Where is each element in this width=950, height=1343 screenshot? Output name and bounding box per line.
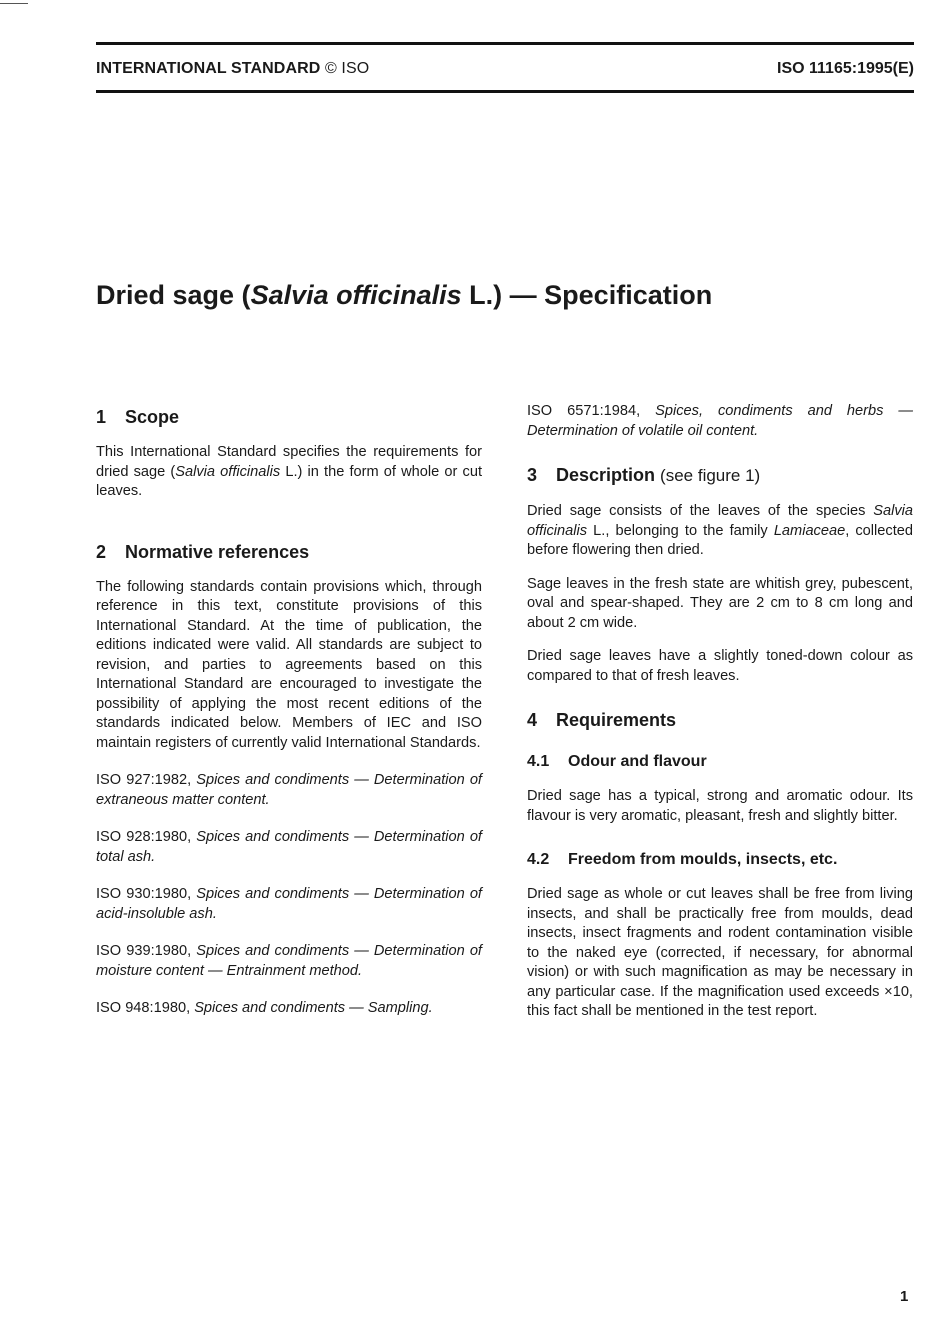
subsection-freedom-heading	[527, 849, 913, 871]
title-prefix: Dried sage (	[96, 280, 251, 310]
reference-code: ISO 948:1980,	[96, 1000, 191, 1016]
reference-title: Spices and condiments — Determination of extraneous matter content.	[96, 772, 482, 808]
right-column	[527, 405, 913, 1022]
reference-code: ISO 928:1980,	[96, 829, 192, 845]
reference-title: Spices and condiments — Sampling.	[194, 1000, 433, 1016]
section-number: 2	[96, 541, 107, 562]
header-standard-type: INTERNATIONAL STANDARD	[96, 60, 321, 77]
header-copyright-mark: © ISO	[324, 60, 370, 77]
scope-species: Salvia officinalis	[175, 463, 281, 480]
reference-code: ISO 939:1980,	[96, 943, 192, 959]
description-family: Lamiaceae	[773, 522, 846, 539]
description-text-part: Dried sage consists of the leaves of the species	[527, 503, 874, 519]
section-title: Normative references	[125, 541, 310, 562]
reference-item	[96, 942, 482, 981]
figure-reference: (see figure 1)	[660, 466, 761, 485]
subsection-odour-heading	[527, 751, 913, 773]
scope-text-part: This International Standard specifies the requirements for dried sage (	[96, 444, 482, 480]
header-rule-top	[96, 42, 914, 45]
section-number: 4	[527, 710, 538, 730]
header-document-number: ISO 11165:1995(E)	[777, 60, 914, 77]
normative-intro-text: The following standards contain provisions which, through reference in this text, constitute provisions of this International Standard. At the time of publication, the editions indicated were valid. All standards are subject to revision, and parties to agreements based on this International Standard are encouraged to investigate the possibility of applying the most recent editions of the standards indicated below. Members of IEC and ISO maintain registers of currently valid International Standards.	[96, 578, 482, 751]
section-requirements-heading	[527, 708, 913, 732]
reference-item	[527, 402, 913, 441]
section-number: 1	[96, 407, 107, 427]
reference-item	[96, 828, 482, 867]
section-title: Requirements	[556, 710, 677, 730]
description-text-part: L., belonging to the family	[587, 522, 774, 539]
section-title: Description	[556, 465, 656, 485]
section-number: 3	[527, 465, 538, 485]
document-title	[96, 280, 712, 311]
left-column	[96, 405, 482, 1019]
description-text-part: , collected before flowering then dried.	[527, 522, 913, 558]
description-dried-colour: Dried sage leaves have a slightly toned-down colour as compared to that of fresh leaves.	[527, 648, 913, 684]
header-standard-label	[96, 60, 369, 78]
section-normative-heading	[96, 540, 482, 564]
subsection-number: 4.1	[527, 753, 550, 770]
section-scope-heading	[96, 405, 482, 429]
subsection-title: Freedom from moulds, insects, etc.	[568, 851, 838, 868]
title-species: Salvia officinalis	[250, 280, 462, 310]
reference-title: Spices, condiments and herbs — Determination of volatile oil content.	[527, 403, 913, 439]
description-text	[527, 502, 913, 561]
section-description-heading	[527, 463, 913, 488]
reference-item	[96, 771, 482, 810]
subsection-title: Odour and flavour	[568, 753, 707, 770]
subsection-number: 4.2	[527, 851, 550, 868]
reference-title: Spices and condiments — Determination of total ash.	[96, 829, 482, 865]
reference-code: ISO 6571:1984,	[527, 403, 641, 419]
header-rule-bottom	[96, 90, 914, 93]
odour-text: Dried sage has a typical, strong and aromatic odour. Its flavour is very aromatic, pleasant, fresh and slightly bitter.	[527, 788, 913, 824]
corner-mark	[0, 3, 28, 4]
description-species: Salvia officinalis	[527, 503, 913, 539]
reference-title: Spices and condiments — Determination of acid-insoluble ash.	[96, 886, 482, 922]
title-suffix: L.) — Specification	[461, 280, 713, 310]
scope-text-part: L.) in the form of whole or cut leaves.	[96, 463, 482, 499]
page-number: 1	[900, 1288, 909, 1305]
reference-code: ISO 930:1980,	[96, 886, 192, 902]
description-fresh-state: Sage leaves in the fresh state are whitish grey, pubescent, oval and spear-shaped. They are 2 cm to 8 cm long and about 2 cm wide.	[527, 575, 913, 631]
reference-item	[96, 999, 482, 1019]
scope-text	[96, 443, 482, 502]
reference-item	[96, 885, 482, 924]
section-title: Scope	[125, 407, 180, 427]
reference-code: ISO 927:1982,	[96, 772, 192, 788]
freedom-text: Dried sage as whole or cut leaves shall be free from living insects, and shall be practically free from moulds, dead insects, insect fragments and rodent contamination visible to the naked eye (corrected, if necessary, for abnormal vision) or with such magnification as may be necessary in any particular case. If the magnification used exceeds ×10, this fact shall be mentioned in the test report.	[527, 886, 913, 1019]
reference-title: Spices and condiments — Determination of moisture content — Entrainment method.	[96, 943, 482, 979]
